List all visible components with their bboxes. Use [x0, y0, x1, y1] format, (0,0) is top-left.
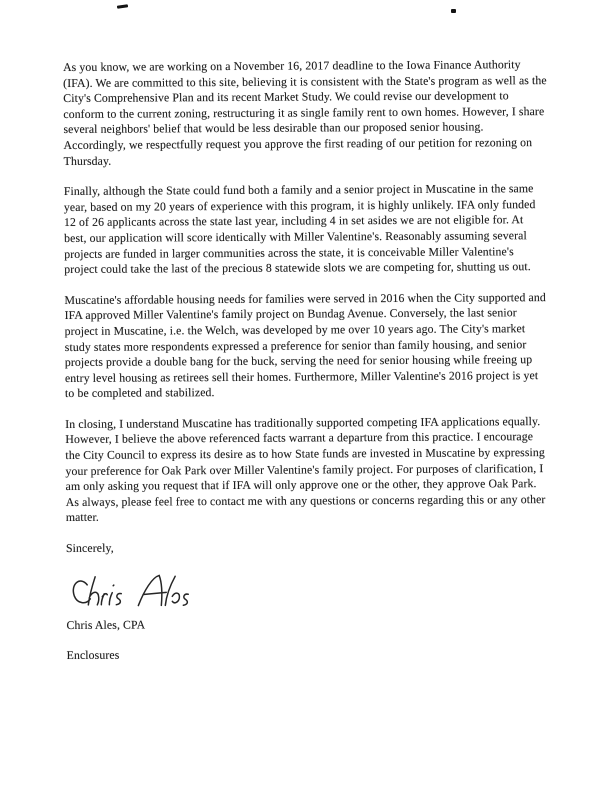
signer-name: Chris Ales, CPA	[66, 617, 146, 632]
letter-body	[63, 57, 551, 679]
paragraph: Muscatine's affordable housing needs for families were served in 2016 when the City supported and IFA approved Miller Valentine's family project on Bundag Avenue. Conversely, the last senior project in Muscatine, i.e. the Welch, was developed by me over 10 years ago. The City's market study states more respondents expressed a preference for senior than family housing, and senior projects provide a double bang for the buck, serving the need for senior housing while freeing up entry level housing as retirees sell their homes. Furthermore, Miller Valentine's 2016 project is yet to be completed and stabilized.	[64, 289, 546, 401]
paragraph: Finally, although the State could fund both a family and a senior project in Muscatine in the same year, based on my 20 years of experience with this program, it is highly unlikely. IFA only funded 12 of 26 applicants across the state last year, including 4 in set asides we are not eligible for. At best, our application will score identically with Miller Valentine's. Reasonably assuming several projects are funded in larger communities across the state, it is conceivable Miller Valentine's project could take the last of the precious 8 statewide slots we are competing for, shutting us out.	[63, 181, 536, 277]
scan-artifact	[451, 9, 456, 13]
handwritten-signature	[68, 569, 550, 618]
paragraph: As you know, we are working on a November 16, 2017 deadline to the Iowa Finance Authority (IFA). We are committed to this site, believing it is consistent with the State's program as well as the City's Comprehensive Plan and its recent Market Study. We could revise our development to conform to the current zoning, restructuring it as single family rent to own homes. However, I share several neighbors' belief that would be less desirable than our proposed senior housing. Accordingly, we respectfully request you approve the first reading of our petition for rezoning on Thursday.	[63, 57, 547, 168]
paragraph: In closing, I understand Muscatine has traditionally supported competing IFA applications equally. However, I believe the above referenced facts warrant a departure from this practice. I encourage the City Council to express its desire as to how State funds are invested in Muscatine by expressing your preference for Oak Park over Miller Valentine's family project. For purposes of clarification, I am only asking you request that if IFA will only approve one or the other, they approve Oak Park. As always, please feel free to contact me with any questions or concerns regarding this or any other matter.	[65, 413, 546, 525]
signature-icon	[68, 571, 228, 618]
closing-salutation: Sincerely,	[65, 540, 114, 556]
enclosures-note: Enclosures	[66, 647, 120, 663]
scan-artifact	[117, 4, 128, 9]
